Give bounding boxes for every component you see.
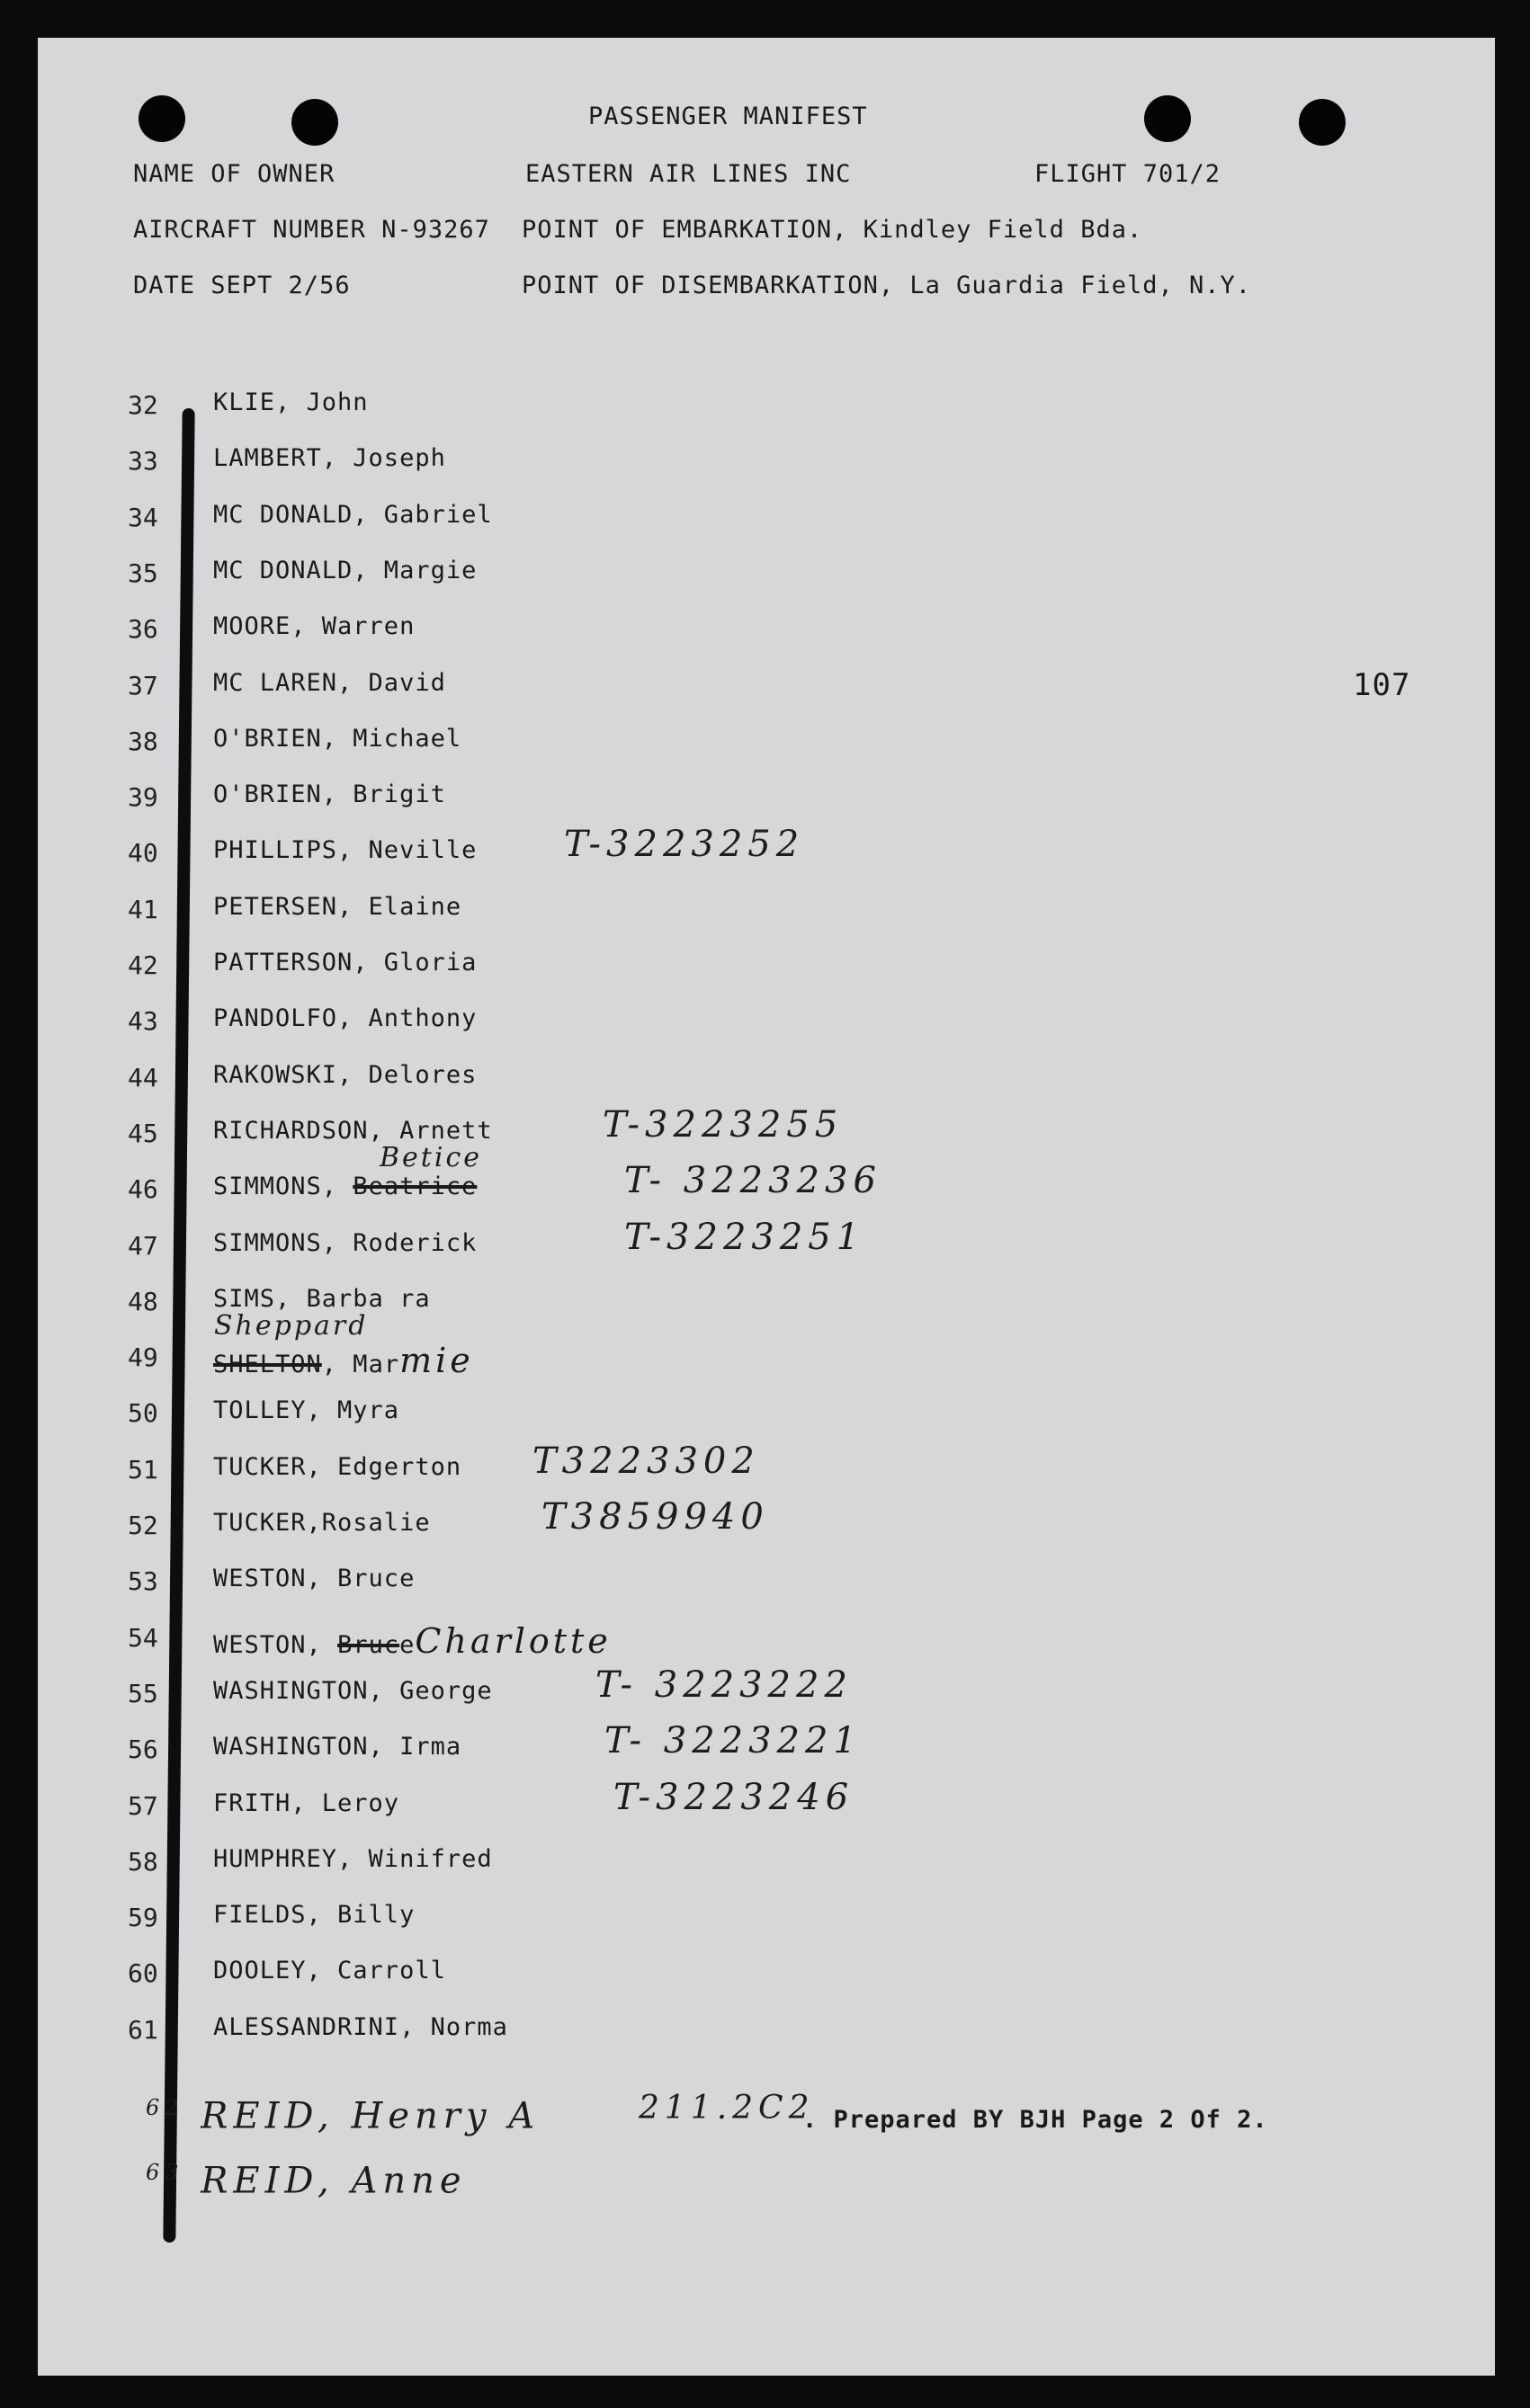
manifest-page bbox=[38, 38, 1495, 2376]
owner-label: NAME OF OWNER bbox=[133, 160, 336, 188]
passenger-name bbox=[213, 1509, 431, 1537]
row-number: 43 bbox=[128, 1006, 158, 1036]
name-text: SIMMONS, Roderick bbox=[213, 1229, 478, 1257]
ticket-number-note: T-3223252 bbox=[564, 824, 805, 865]
passenger-name bbox=[213, 1453, 461, 1481]
row-number: 44 bbox=[128, 1063, 158, 1093]
name-text: KLIE, John bbox=[213, 388, 369, 416]
passenger-name bbox=[213, 669, 446, 697]
name-text: DOOLEY, Carroll bbox=[213, 1957, 446, 1984]
row-number: 36 bbox=[128, 614, 158, 644]
row-number: 61 bbox=[128, 2015, 158, 2045]
handwritten-correction: mie bbox=[399, 1341, 474, 1380]
passenger-name: REID, Anne bbox=[201, 2160, 467, 2202]
punch-hole bbox=[291, 99, 338, 146]
passenger-name bbox=[213, 1229, 477, 1257]
name-text: RAKOWSKI, Delores bbox=[213, 1061, 478, 1089]
passenger-name bbox=[213, 1004, 477, 1032]
name-text: WESTON, bbox=[213, 1631, 322, 1659]
row-number: 60 bbox=[128, 1958, 158, 1988]
name-text: WASHINGTON, George bbox=[213, 1677, 493, 1705]
name-text: , Mar bbox=[321, 1351, 400, 1378]
row-number: 62 bbox=[146, 2095, 184, 2120]
page-number: 107 bbox=[1353, 667, 1411, 703]
row-number: 41 bbox=[128, 895, 158, 924]
name-text: MC LAREN, David bbox=[213, 669, 446, 697]
name-text: RICHARDSON, Arnett bbox=[213, 1117, 493, 1145]
row-number: 39 bbox=[128, 782, 158, 812]
manifest-title: PASSENGER MANIFEST bbox=[588, 103, 868, 130]
name-text: PETERSEN, Elaine bbox=[213, 893, 462, 921]
name-text: HUMPHREY, Winifred bbox=[213, 1845, 493, 1873]
embarkation-point: POINT OF EMBARKATION, Kindley Field Bda. bbox=[522, 216, 1143, 244]
struck-text: Beatrice bbox=[353, 1173, 478, 1200]
passenger-name bbox=[213, 1341, 474, 1380]
ticket-number-note: T-3223255 bbox=[603, 1104, 844, 1146]
passenger-name bbox=[213, 1117, 493, 1145]
passenger-name bbox=[213, 1621, 612, 1661]
punch-hole bbox=[1299, 99, 1346, 146]
name-text: PHILLIPS, Neville bbox=[213, 836, 478, 864]
passenger-name: REID, Henry A bbox=[201, 2095, 541, 2137]
passenger-name bbox=[213, 780, 446, 808]
ticket-number-note: T- 3223221 bbox=[604, 1720, 862, 1761]
row-number: 59 bbox=[128, 1903, 158, 1932]
disembarkation-point: POINT OF DISEMBARKATION, La Guardia Field, N.Y. bbox=[522, 272, 1252, 299]
manifest-date: DATE SEPT 2/56 bbox=[133, 272, 351, 299]
ticket-number-note: T- 3223222 bbox=[595, 1664, 853, 1706]
name-text: SIMS, Barba ra bbox=[213, 1285, 431, 1313]
prepared-by-note: . Prepared BY BJH Page 2 Of 2. bbox=[802, 2106, 1268, 2134]
row-number: 57 bbox=[128, 1791, 158, 1821]
passenger-name bbox=[213, 1173, 477, 1200]
name-text: e bbox=[399, 1631, 416, 1659]
name-text: TUCKER,Rosalie bbox=[213, 1509, 431, 1537]
passenger-name bbox=[213, 1789, 399, 1817]
name-text: PATTERSON, Gloria bbox=[213, 949, 478, 977]
row-number: 58 bbox=[128, 1847, 158, 1877]
row-number: 47 bbox=[128, 1231, 158, 1261]
passenger-name bbox=[213, 444, 446, 472]
handwritten-correction: Sheppard bbox=[214, 1310, 369, 1342]
row-number: 48 bbox=[128, 1287, 158, 1316]
passenger-name bbox=[213, 388, 369, 416]
row-number: 53 bbox=[128, 1566, 158, 1596]
handwritten-entry bbox=[146, 2160, 467, 2201]
row-number: 51 bbox=[128, 1455, 158, 1485]
passenger-name bbox=[213, 2013, 508, 2041]
name-text: TUCKER, Edgerton bbox=[213, 1453, 462, 1481]
row-number: 56 bbox=[128, 1735, 158, 1764]
name-text: O'BRIEN, Brigit bbox=[213, 780, 446, 808]
name-text: MC DONALD, Gabriel bbox=[213, 501, 493, 529]
name-text: WESTON, Bruce bbox=[213, 1565, 416, 1592]
passenger-name bbox=[213, 949, 477, 977]
passenger-name bbox=[213, 1396, 399, 1424]
name-text: MC DONALD, Margie bbox=[213, 557, 478, 584]
passenger-name bbox=[213, 1957, 446, 1984]
ticket-number-note: T-3223246 bbox=[613, 1777, 854, 1818]
row-number: 37 bbox=[128, 671, 158, 700]
ticket-number-note: T3223302 bbox=[532, 1440, 760, 1482]
name-text: FRITH, Leroy bbox=[213, 1789, 400, 1817]
handwritten-total: 211.2C2 bbox=[639, 2090, 815, 2127]
owner-name: EASTERN AIR LINES INC bbox=[525, 160, 852, 188]
name-text: TOLLEY, Myra bbox=[213, 1396, 400, 1424]
passenger-name bbox=[213, 1565, 415, 1592]
passenger-name bbox=[213, 1285, 431, 1313]
punch-hole bbox=[139, 95, 185, 142]
row-number: 34 bbox=[128, 503, 158, 532]
passenger-name bbox=[213, 1845, 493, 1873]
passenger-name bbox=[213, 1677, 493, 1705]
passenger-name bbox=[213, 612, 415, 640]
row-number: 55 bbox=[128, 1679, 158, 1708]
passenger-name bbox=[213, 1061, 477, 1089]
row-number: 33 bbox=[128, 446, 158, 476]
passenger-name bbox=[213, 501, 493, 529]
row-number: 45 bbox=[128, 1119, 158, 1148]
handwritten-correction: Betice bbox=[380, 1142, 483, 1173]
margin-ink-line bbox=[163, 408, 194, 2243]
name-text: WASHINGTON, Irma bbox=[213, 1733, 462, 1761]
handwritten-correction: Charlotte bbox=[415, 1621, 612, 1661]
ticket-number-note: T3859940 bbox=[541, 1496, 769, 1538]
row-number: 42 bbox=[128, 950, 158, 980]
row-number: 50 bbox=[128, 1398, 158, 1428]
row-number: 46 bbox=[128, 1174, 158, 1204]
row-number: 54 bbox=[128, 1623, 158, 1653]
flight-number: FLIGHT 701/2 bbox=[1034, 160, 1221, 188]
row-number: 35 bbox=[128, 558, 158, 588]
passenger-name bbox=[213, 836, 477, 864]
passenger-name bbox=[213, 557, 477, 584]
punch-hole bbox=[1144, 95, 1191, 142]
passenger-name bbox=[213, 1901, 415, 1929]
struck-text: SHELTON bbox=[213, 1351, 322, 1378]
row-number: 38 bbox=[128, 727, 158, 756]
name-text: LAMBERT, Joseph bbox=[213, 444, 446, 472]
passenger-name bbox=[213, 1733, 461, 1761]
row-number: 49 bbox=[128, 1342, 158, 1372]
name-text: SIMMONS, bbox=[213, 1173, 338, 1200]
aircraft-number: AIRCRAFT NUMBER N-93267 bbox=[133, 216, 490, 244]
name-text: PANDOLFO, Anthony bbox=[213, 1004, 478, 1032]
row-number: 40 bbox=[128, 838, 158, 868]
passenger-name bbox=[213, 725, 461, 753]
name-text: ALESSANDRINI, Norma bbox=[213, 2013, 508, 2041]
name-text: FIELDS, Billy bbox=[213, 1901, 416, 1929]
row-number: 52 bbox=[128, 1511, 158, 1540]
row-number: 32 bbox=[128, 390, 158, 420]
ticket-number-note: T-3223251 bbox=[624, 1217, 865, 1258]
name-text: O'BRIEN, Michael bbox=[213, 725, 462, 753]
name-text: MOORE, Warren bbox=[213, 612, 416, 640]
handwritten-entry bbox=[146, 2095, 540, 2136]
passenger-name bbox=[213, 893, 461, 921]
row-number: 63 bbox=[146, 2160, 184, 2185]
struck-text: Bruc bbox=[337, 1631, 400, 1659]
ticket-number-note: T- 3223236 bbox=[624, 1160, 881, 1201]
